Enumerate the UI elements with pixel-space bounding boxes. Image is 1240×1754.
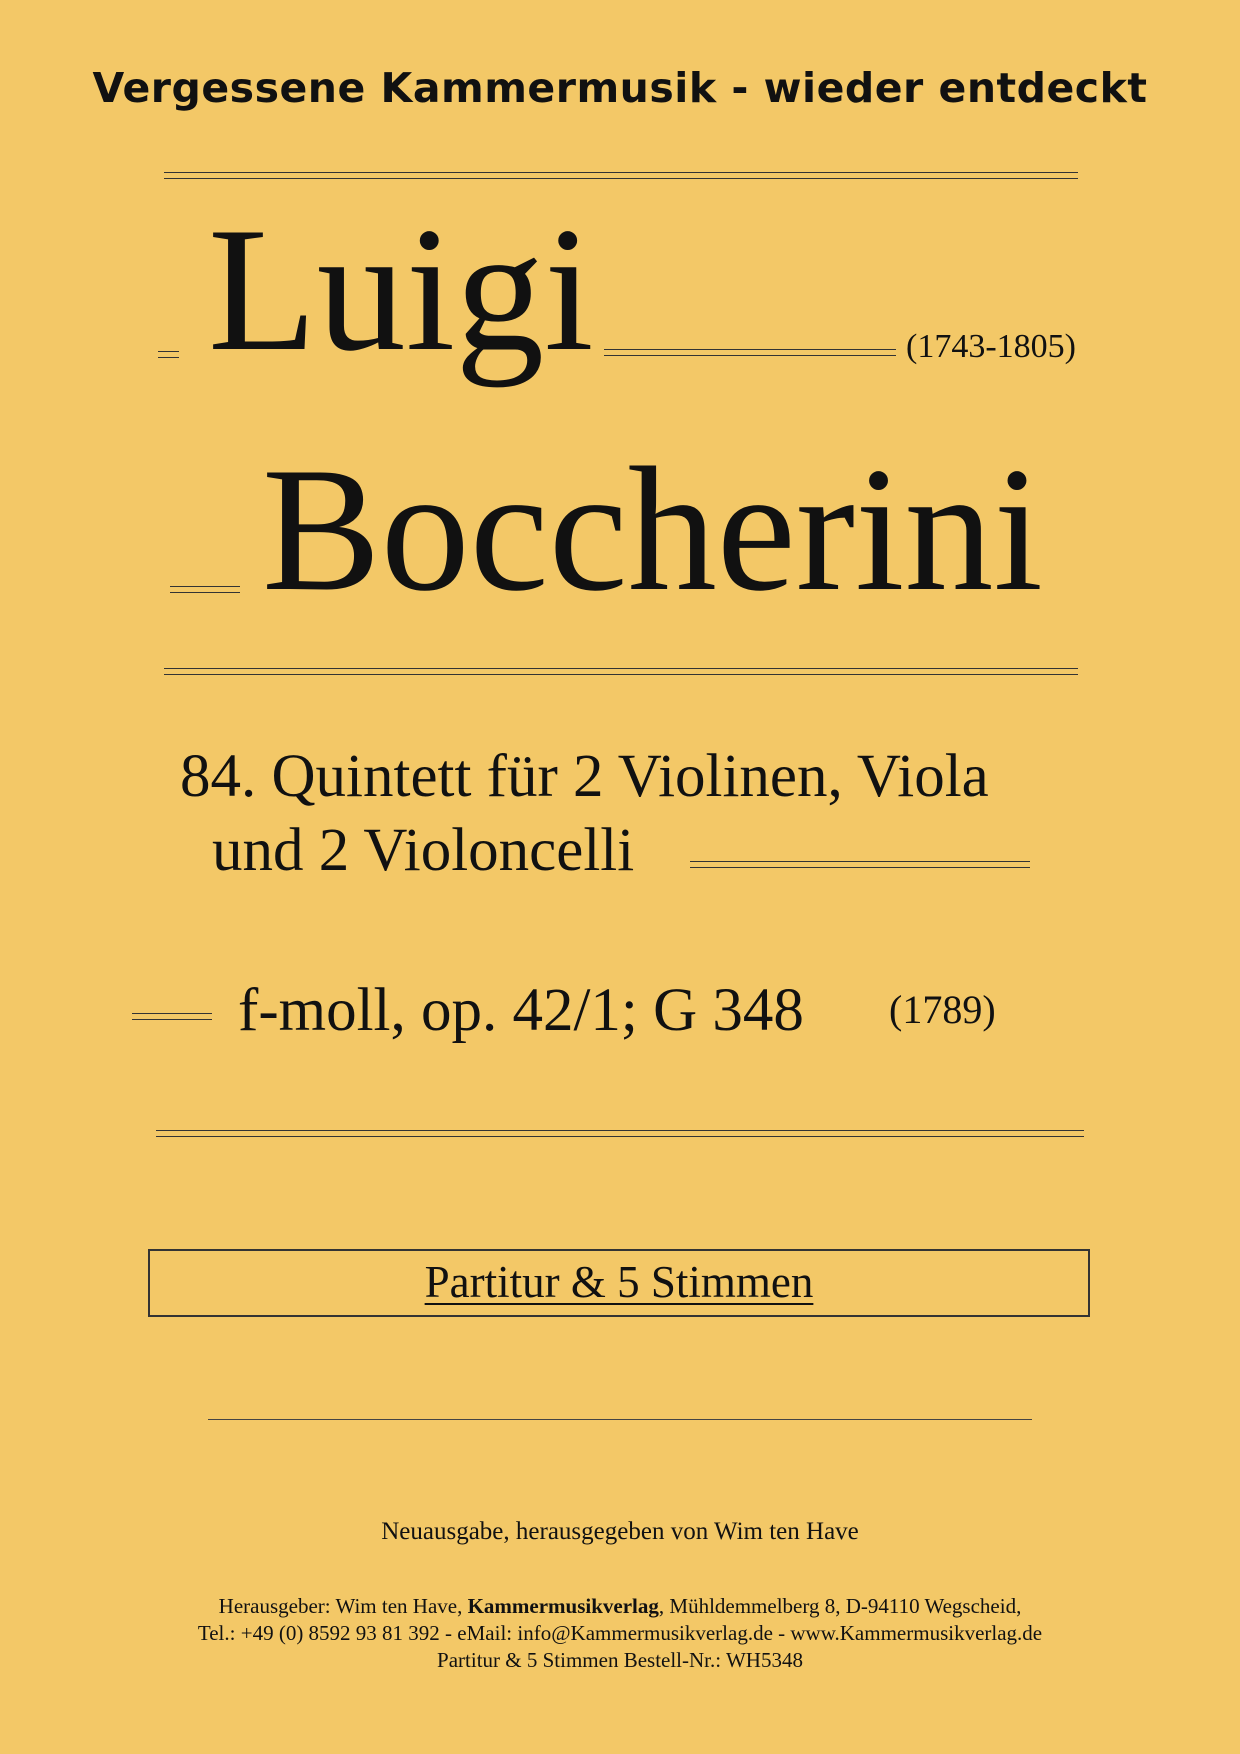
- divider-top: [164, 172, 1078, 179]
- composer-first-name: Luigi: [208, 190, 594, 388]
- publisher-address: , Mühldemmelberg 8, D-94110 Wegscheid,: [658, 1594, 1022, 1618]
- publisher-contact: Tel.: +49 (0) 8592 93 81 392 - eMail: info@Kammermusikverlag.de - www.Kammermusikverlag.de: [197, 1621, 1043, 1645]
- edition-label: Partitur & 5 Stimmen: [424, 1257, 814, 1307]
- horizontal-rule: [208, 1419, 1032, 1420]
- divider-lower: [156, 1130, 1084, 1137]
- work-year: (1789): [889, 987, 996, 1032]
- edition-box: [148, 1249, 1090, 1317]
- work-key-opus: f-moll, op. 42/1; G 348: [238, 977, 804, 1044]
- work-title-line1: 84. Quintett für 2 Violinen, Viola: [180, 743, 989, 810]
- series-title: Vergessene Kammermusik - wieder entdeckt: [92, 64, 1148, 112]
- publisher-name: Kammermusikverlag: [467, 1594, 659, 1618]
- publisher-line1: [0, 1594, 1240, 1619]
- editor-note: Neuausgabe, herausgegeben von Wim ten Have: [381, 1518, 859, 1545]
- divider-first-name-left: [158, 351, 179, 358]
- composer-last-name: Boccherini: [262, 430, 1043, 628]
- divider-first-name-right: [604, 349, 896, 356]
- divider-last-name-left: [170, 586, 240, 593]
- publisher-prefix: Herausgeber: Wim ten Have,: [218, 1594, 468, 1618]
- divider-middle: [164, 668, 1078, 675]
- composer-dates: (1743-1805): [906, 328, 1076, 365]
- divider-key-left: [132, 1013, 212, 1020]
- order-number: Partitur & 5 Stimmen Bestell-Nr.: WH5348: [437, 1648, 803, 1672]
- work-title-line2: und 2 Violoncelli: [212, 817, 635, 884]
- divider-title-right: [690, 861, 1030, 868]
